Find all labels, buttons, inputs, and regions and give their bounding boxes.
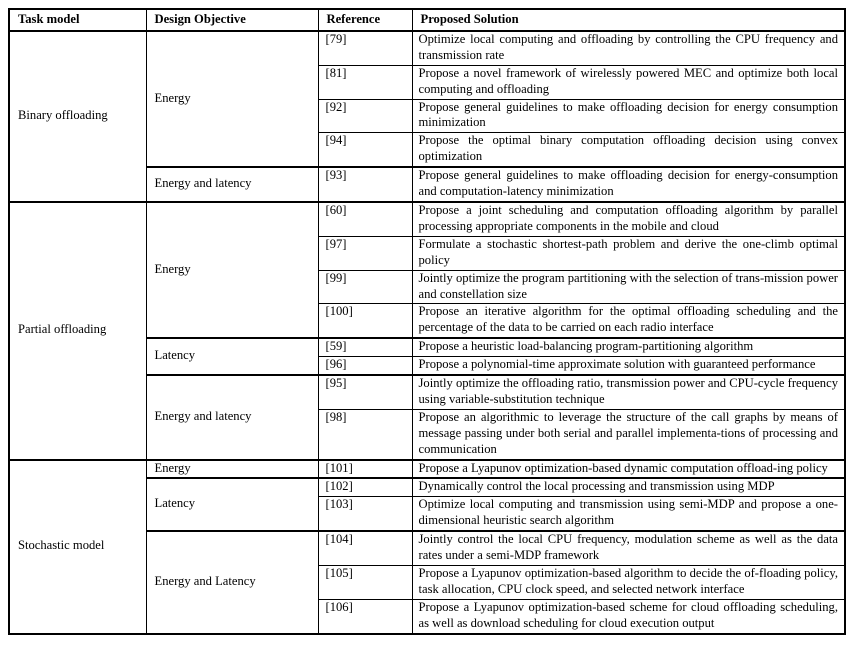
- header-design-objective: Design Objective: [146, 9, 318, 31]
- design-objective-cell: Energy: [146, 460, 318, 479]
- task-model-cell: Stochastic model: [9, 460, 146, 634]
- offloading-summary-table: [8, 8, 846, 635]
- reference-cell: [79]: [318, 31, 412, 65]
- solution-cell: Propose a novel framework of wirelessly powered MEC and optimize both local computing and offloading: [412, 65, 845, 99]
- design-objective-cell: Energy: [146, 31, 318, 167]
- design-objective-cell: Latency: [146, 478, 318, 531]
- design-objective-cell: Energy and latency: [146, 375, 318, 460]
- solution-cell: Propose a Lyapunov optimization-based algorithm to decide the of-floading policy, task allocation, CPU clock speed, and selected network interface: [412, 566, 845, 600]
- design-objective-cell: Energy and Latency: [146, 531, 318, 633]
- reference-cell: [92]: [318, 99, 412, 133]
- table-body: [9, 31, 845, 634]
- design-objective-cell: Latency: [146, 338, 318, 375]
- solution-cell: Propose a Lyapunov optimization-based scheme for cloud offloading scheduling, as well as download scheduling for cloud execution output: [412, 599, 845, 633]
- header-proposed-solution: Proposed Solution: [412, 9, 845, 31]
- reference-cell: [98]: [318, 409, 412, 459]
- table-row: [9, 202, 845, 236]
- header-reference: Reference: [318, 9, 412, 31]
- table-row: [9, 31, 845, 65]
- reference-cell: [96]: [318, 357, 412, 375]
- solution-cell: Dynamically control the local processing and transmission using MDP: [412, 478, 845, 496]
- reference-cell: [106]: [318, 599, 412, 633]
- reference-cell: [95]: [318, 375, 412, 409]
- solution-cell: Propose general guidelines to make offloading decision for energy-consumption and computation-latency minimization: [412, 167, 845, 202]
- solution-cell: Propose a joint scheduling and computation offloading algorithm by parallel processing appropriate components in the mobile and cloud: [412, 202, 845, 236]
- solution-cell: Optimize local computing and offloading by controlling the CPU frequency and transmission rate: [412, 31, 845, 65]
- solution-cell: Propose a Lyapunov optimization-based dynamic computation offload-ing policy: [412, 460, 845, 479]
- reference-cell: [104]: [318, 531, 412, 565]
- reference-cell: [97]: [318, 236, 412, 270]
- task-model-cell: Binary offloading: [9, 31, 146, 202]
- solution-cell: Propose the optimal binary computation offloading decision using convex optimization: [412, 133, 845, 167]
- table-header: [9, 9, 845, 31]
- design-objective-cell: Energy and latency: [146, 167, 318, 202]
- reference-cell: [100]: [318, 304, 412, 338]
- reference-cell: [105]: [318, 566, 412, 600]
- solution-cell: Jointly control the local CPU frequency, modulation scheme as well as the data rates under a semi-MDP framework: [412, 531, 845, 565]
- task-model-cell: Partial offloading: [9, 202, 146, 460]
- solution-cell: Optimize local computing and transmission using semi-MDP and propose a one-dimensional heuristic search algorithm: [412, 497, 845, 531]
- solution-cell: Propose an iterative algorithm for the optimal offloading scheduling and the percentage of the data to be carried on each radio interface: [412, 304, 845, 338]
- header-row: [9, 9, 845, 31]
- solution-cell: Propose an algorithmic to leverage the structure of the call graphs by means of message passing under both serial and parallel implementa-tions of processing and communication: [412, 409, 845, 459]
- reference-cell: [81]: [318, 65, 412, 99]
- solution-cell: Propose a heuristic load-balancing program-partitioning algorithm: [412, 338, 845, 356]
- solution-cell: Propose general guidelines to make offloading decision for energy consumption minimization: [412, 99, 845, 133]
- header-task-model: Task model: [9, 9, 146, 31]
- reference-cell: [60]: [318, 202, 412, 236]
- reference-cell: [101]: [318, 460, 412, 479]
- table-row: [9, 460, 845, 479]
- solution-cell: Jointly optimize the offloading ratio, transmission power and CPU-cycle frequency using variable-substitution technique: [412, 375, 845, 409]
- reference-cell: [103]: [318, 497, 412, 531]
- solution-cell: Jointly optimize the program partitioning with the selection of trans-mission power and constellation size: [412, 270, 845, 304]
- reference-cell: [59]: [318, 338, 412, 356]
- design-objective-cell: Energy: [146, 202, 318, 338]
- reference-cell: [93]: [318, 167, 412, 202]
- reference-cell: [94]: [318, 133, 412, 167]
- reference-cell: [99]: [318, 270, 412, 304]
- reference-cell: [102]: [318, 478, 412, 496]
- solution-cell: Propose a polynomial-time approximate solution with guaranteed performance: [412, 357, 845, 375]
- solution-cell: Formulate a stochastic shortest-path problem and derive the one-climb optimal policy: [412, 236, 845, 270]
